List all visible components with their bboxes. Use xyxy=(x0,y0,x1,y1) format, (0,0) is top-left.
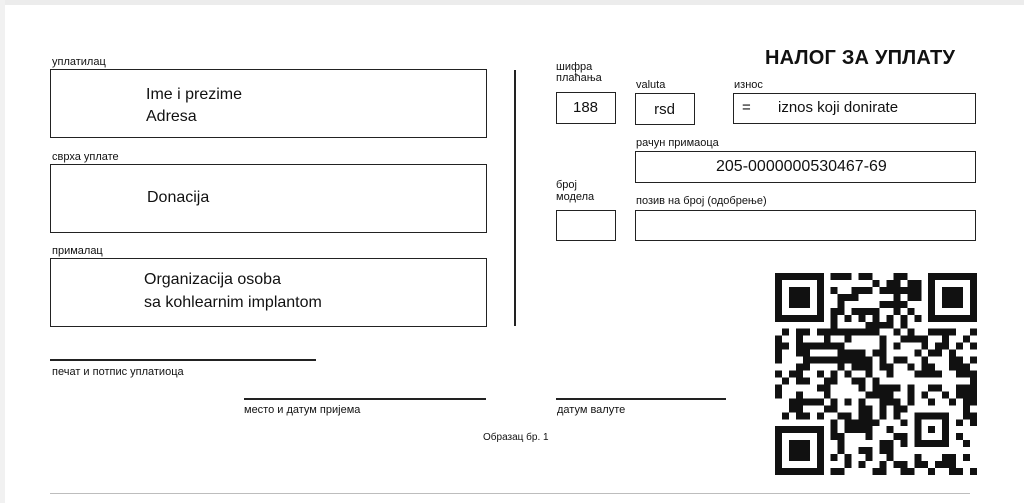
purpose-label: сврха уплате xyxy=(52,151,119,163)
payer-label: уплатилац xyxy=(52,56,106,68)
purpose-value: Donacija xyxy=(147,189,210,206)
place-date-line xyxy=(244,398,486,400)
currency-label: valuta xyxy=(636,79,666,91)
window-top-border xyxy=(0,0,1024,5)
payer-signature-label: печат и потпис уплатиоца xyxy=(52,366,184,378)
model-label: број xyxy=(556,179,577,191)
payer-signature-line xyxy=(50,359,316,361)
value-date-label: датум валуте xyxy=(557,404,626,416)
amount-sign: = xyxy=(742,99,751,116)
model-label-line2: модела xyxy=(556,191,595,203)
recipient-field[interactable] xyxy=(50,258,487,327)
column-divider xyxy=(514,70,516,326)
recipient-name: Organizacija osoba xyxy=(144,271,281,288)
amount-label: износ xyxy=(734,79,763,91)
value-date-line xyxy=(556,398,726,400)
payer-name: Ime i prezime xyxy=(146,86,243,103)
account-value: 205-0000000530467-69 xyxy=(716,158,887,175)
bottom-divider xyxy=(50,493,970,494)
payment-code-value: 188 xyxy=(572,99,599,116)
page-title: НАЛОГ ЗА УПЛАТУ xyxy=(765,47,956,69)
window-left-border xyxy=(0,0,5,503)
payment-code-label: шифра xyxy=(556,61,593,73)
currency-field[interactable] xyxy=(635,93,695,125)
form-number: Образац бр. 1 xyxy=(483,432,549,443)
amount-field[interactable] xyxy=(733,93,976,124)
purpose-field[interactable] xyxy=(50,164,487,233)
recipient-name-line2: sa kohlearnim implantom xyxy=(144,294,322,311)
model-field[interactable] xyxy=(556,210,616,241)
account-label: рачун примаоца xyxy=(636,137,719,149)
currency-value: rsd xyxy=(654,101,675,118)
qr-code-icon xyxy=(775,273,977,475)
payment-code-field[interactable] xyxy=(556,92,616,124)
place-date-label: место и датум пријема xyxy=(244,404,361,416)
payment-code-label-line2: плаћања xyxy=(556,72,602,84)
account-field[interactable] xyxy=(635,151,976,183)
payer-address: Adresa xyxy=(146,108,197,125)
recipient-label: прималац xyxy=(52,245,103,257)
reference-field[interactable] xyxy=(635,210,976,241)
amount-value: iznos koji donirate xyxy=(778,99,899,116)
payer-field[interactable] xyxy=(50,69,487,138)
reference-label: позив на број (одобрење) xyxy=(636,195,767,207)
